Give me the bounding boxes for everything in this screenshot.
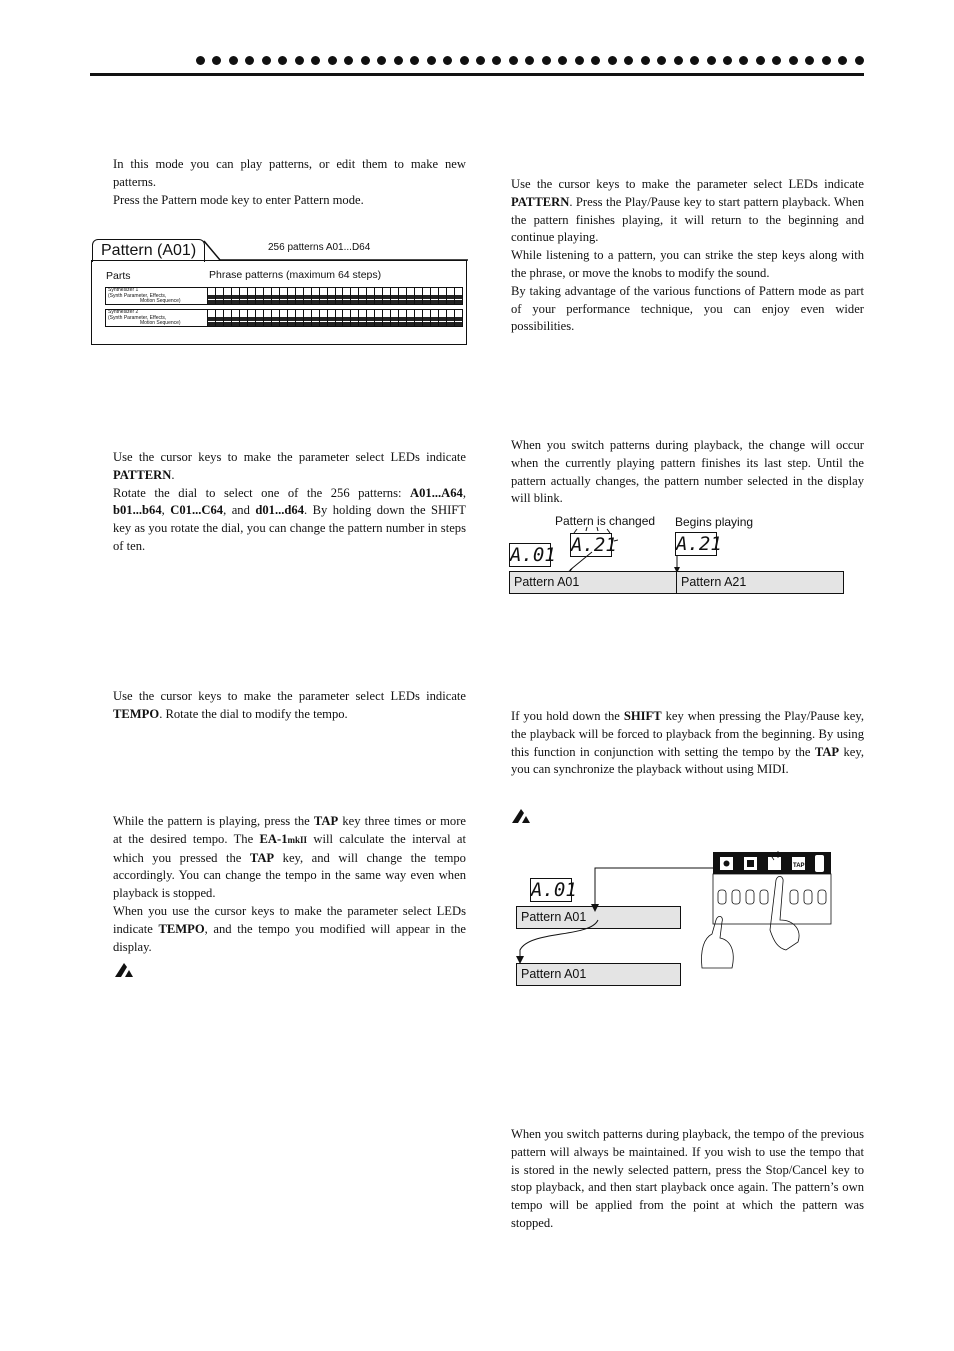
pattern-range-label: 256 patterns A01...D64 — [268, 242, 371, 253]
pattern-changed-label: Pattern is changed — [555, 514, 656, 528]
tap-t4: key, and will change the tempo accordingly. You can change the tempo in the same way even when playback is stopped. — [113, 850, 466, 901]
step-cell — [374, 288, 382, 304]
header-dot — [772, 56, 781, 65]
warning-icon — [114, 962, 134, 978]
play-l1: Use the cursor keys to make the parameter select LEDs indicate — [511, 177, 864, 191]
header-dot — [657, 56, 666, 65]
front-panel-illustration — [690, 850, 840, 990]
synth-1-sub2: Motion Sequence) — [140, 298, 181, 304]
header-dot — [476, 56, 485, 65]
step-cell — [319, 310, 327, 326]
tempo-keep-para: When you switch patterns during playback, the tempo of the previous pattern will always be maintained. If you wish to use the tempo that is stored in the newly selected pattern, press the Stop/Cancel key to stop playback, and then start playback once again. The pattern’s own tempo will be applied from the point at which the pattern was stopped. — [511, 1127, 864, 1230]
step-cell — [446, 310, 454, 326]
shift-t2: key when pressing the Play/Pause key, the playback will be forced to playback from the beginning. By using this function in conjunction with setting the tempo by the — [511, 709, 864, 759]
tempo-b1: TEMPO — [113, 706, 160, 721]
step-cell — [398, 288, 406, 304]
header-dot — [427, 56, 436, 65]
header-dot — [822, 56, 831, 65]
header-dot — [344, 56, 353, 65]
step-cell — [279, 310, 287, 326]
select-l3: . By holding down the SHIFT key as you rotate the dial, you can change the pattern number in steps of ten. — [113, 503, 466, 553]
header-dot — [739, 56, 748, 65]
step-cell — [342, 310, 350, 326]
step-cell — [271, 288, 279, 304]
header-dot — [805, 56, 814, 65]
tempo-keep-text — [511, 1126, 864, 1233]
step-cell — [223, 310, 231, 326]
parts-label: Parts — [106, 270, 131, 282]
pattern-a21-bar: Pattern A21 — [676, 571, 844, 594]
step-cell — [215, 310, 223, 326]
begins-playing-label: Begins playing — [675, 515, 754, 529]
select-p2: b01...b64 — [113, 503, 162, 518]
header-dot — [394, 56, 403, 65]
header-dot — [723, 56, 732, 65]
select-para-2: Rotate the dial to select one of the 256 patterns: A01...A64, b01...b64, C01...C64, and d01...d64. By holding down the SHIFT key as you rotate the dial, you can change the pattern number in steps of ten. — [113, 485, 466, 553]
synth-1-sub: (Synth Parameter, Effects, — [108, 292, 167, 299]
select-pattern-text — [113, 449, 466, 556]
step-cell — [327, 288, 335, 304]
header-dot — [377, 56, 386, 65]
play-b1: PATTERN — [511, 194, 570, 209]
header-dot-row — [196, 56, 864, 68]
header-dot — [542, 56, 551, 65]
step-cell — [422, 288, 430, 304]
step-cell — [311, 310, 319, 326]
tap-t2: key three times or more at the desired tempo. The — [113, 814, 466, 846]
step-cell — [414, 310, 422, 326]
step-cell — [255, 288, 263, 304]
model-base: EA-1 — [259, 831, 288, 846]
select-p1: A01...A64 — [410, 485, 463, 500]
step-cell — [366, 310, 374, 326]
synth-2-row — [105, 309, 463, 327]
intro-text — [113, 156, 466, 209]
synth-2-name: Synthesizer 2 — [108, 309, 139, 315]
warning-icon-2 — [511, 808, 531, 824]
step-cell — [263, 288, 271, 304]
step-cell — [398, 310, 406, 326]
step-cell — [382, 288, 390, 304]
display-a01-shift: A.01 — [531, 879, 577, 901]
header-dot — [591, 56, 600, 65]
step-cell — [358, 288, 366, 304]
header-dot — [460, 56, 469, 65]
step-cell — [438, 288, 446, 304]
header-dot — [492, 56, 501, 65]
shift-k1: SHIFT — [623, 709, 662, 723]
header-dot — [641, 56, 650, 65]
tap-k1: TAP — [313, 814, 339, 828]
select-l1: Use the cursor keys to make the parameter select LEDs indicate — [113, 450, 466, 464]
step-cell — [295, 310, 303, 326]
play-para-2: While listening to a pattern, you can strike the step keys along with the phrase, or move the knobs to modify the sound. — [511, 248, 864, 280]
header-dot — [838, 56, 847, 65]
tap-key-label: TAP — [793, 863, 805, 869]
shift-t3: key, you can synchronize the playback without using MIDI. — [511, 744, 865, 777]
synth-1-name: Synthesizer 1 — [108, 287, 139, 293]
step-cell — [446, 288, 454, 304]
tempo-l2: . Rotate the dial to modify the tempo. — [159, 706, 348, 721]
header-dot — [690, 56, 699, 65]
header-dot — [410, 56, 419, 65]
step-cell — [422, 310, 430, 326]
step-cell — [454, 310, 462, 326]
select-l2: Rotate the dial to select one of the 256 patterns: — [113, 485, 402, 500]
step-cell — [430, 288, 438, 304]
shift-k2: TAP — [814, 744, 840, 759]
header-dot — [443, 56, 452, 65]
step-cell — [303, 310, 311, 326]
step-cell — [231, 288, 239, 304]
header-dot — [262, 56, 271, 65]
tempo-para — [113, 688, 466, 724]
step-cell — [335, 288, 343, 304]
header-dot — [608, 56, 617, 65]
step-cell — [406, 310, 414, 326]
step-cell — [255, 310, 263, 326]
header-dot — [525, 56, 534, 65]
header-dot — [707, 56, 716, 65]
step-cell — [358, 310, 366, 326]
tap-para-2 — [113, 903, 466, 956]
step-cell — [430, 310, 438, 326]
pattern-a01-bar-bottom: Pattern A01 — [516, 963, 681, 986]
intro-line-1: In this mode you can play patterns, or edit them to make new patterns. — [113, 157, 466, 189]
play-text — [511, 176, 864, 336]
step-cell — [247, 288, 255, 304]
tempo-text — [113, 688, 466, 724]
step-cell — [366, 288, 374, 304]
switch-text — [511, 437, 864, 508]
model-mk: mkII — [287, 834, 308, 845]
header-dot — [674, 56, 683, 65]
select-p4: d01...d64 — [255, 503, 304, 518]
step-cell — [454, 288, 462, 304]
step-cell — [335, 310, 343, 326]
tap-t6: , and the tempo you modified will appear in the display. — [113, 921, 466, 954]
header-rule — [90, 73, 864, 76]
synth-2-sub: (Synth Parameter, Effects, — [108, 314, 167, 321]
step-cell — [271, 310, 279, 326]
header-dot — [328, 56, 337, 65]
header-dot — [212, 56, 221, 65]
header-dot — [509, 56, 518, 65]
step-cell — [382, 310, 390, 326]
play-para-3: By taking advantage of the various functions of Pattern mode as part of your performance technique, you can enjoy even wider possibilities. — [511, 283, 864, 334]
step-cell — [263, 310, 271, 326]
step-cell — [390, 310, 398, 326]
tap-para-1 — [113, 813, 466, 903]
tap-text — [113, 813, 466, 956]
step-cell — [295, 288, 303, 304]
pattern-a01-bar-top: Pattern A01 — [516, 906, 681, 929]
header-dot — [196, 56, 205, 65]
model-name — [260, 832, 308, 846]
step-cell — [390, 288, 398, 304]
step-cell — [287, 288, 295, 304]
play-l2: . Press the Play/Pause key to start pattern playback. When the pattern finishes playing, it will return to the beginning and continue playing. — [511, 194, 864, 245]
synth-1-steps — [207, 288, 462, 304]
tap-t1: While the pattern is playing, press the — [113, 814, 310, 828]
header-dot — [229, 56, 238, 65]
pattern-a01-bar: Pattern A01 — [509, 571, 677, 594]
display-a21-blinking: A.21 — [571, 534, 617, 556]
shift-para — [511, 708, 864, 779]
shift-text — [511, 708, 864, 779]
step-cell — [247, 310, 255, 326]
header-dot — [245, 56, 254, 65]
step-cell — [374, 310, 382, 326]
header-dot — [361, 56, 370, 65]
synth-1-label — [108, 288, 181, 305]
step-cell — [231, 310, 239, 326]
header-dot — [558, 56, 567, 65]
tempo-l1: Use the cursor keys to make the parameter select LEDs indicate — [113, 689, 466, 703]
shift-t1: If you hold down the — [511, 709, 620, 723]
pattern-tab: Pattern (A01) — [92, 239, 205, 262]
select-b1: PATTERN — [113, 467, 172, 482]
step-cell — [438, 310, 446, 326]
synth-2-sub2: Motion Sequence) — [140, 320, 181, 326]
display-a01: A.01 — [510, 544, 556, 566]
intro-line-2: Press the Pattern mode key to enter Pattern mode. — [113, 192, 364, 207]
phrase-label: Phrase patterns (maximum 64 steps) — [209, 269, 382, 281]
header-dot — [311, 56, 320, 65]
tap-t5: When you use the cursor keys to make the parameter select LEDs indicate — [113, 903, 466, 936]
play-para-1 — [511, 176, 864, 247]
header-dot — [295, 56, 304, 65]
header-dot — [278, 56, 287, 65]
step-cell — [279, 288, 287, 304]
synth-2-label — [108, 310, 181, 327]
synth-2-steps — [207, 310, 462, 326]
header-dot — [575, 56, 584, 65]
step-cell — [207, 288, 215, 304]
tap-k1b: TAP — [249, 850, 275, 865]
step-cell — [207, 310, 215, 326]
step-cell — [303, 288, 311, 304]
header-dot — [855, 56, 864, 65]
select-p3: C01...C64 — [170, 503, 224, 518]
display-a21: A.21 — [676, 533, 722, 555]
step-cell — [319, 288, 327, 304]
step-cell — [239, 310, 247, 326]
step-cell — [414, 288, 422, 304]
step-cell — [327, 310, 335, 326]
step-cell — [287, 310, 295, 326]
tap-k2: TEMPO — [158, 921, 205, 936]
synth-1-row — [105, 287, 463, 305]
tap-t3: will calculate the interval at which you pressed the — [113, 831, 466, 865]
select-para-1: Use the cursor keys to make the parameter select LEDs indicate PATTERN. — [113, 450, 466, 482]
header-dot — [789, 56, 798, 65]
step-cell — [311, 288, 319, 304]
header-dot — [756, 56, 765, 65]
header-dot — [624, 56, 633, 65]
step-cell — [215, 288, 223, 304]
switch-para: When you switch patterns during playback, the change will occur when the currently playing pattern finishes its last step. Until the pattern actually changes, the pattern number selected in the display will blink. — [511, 438, 864, 506]
step-cell — [350, 288, 358, 304]
step-cell — [342, 288, 350, 304]
step-cell — [239, 288, 247, 304]
step-cell — [406, 288, 414, 304]
step-cell — [223, 288, 231, 304]
step-cell — [350, 310, 358, 326]
